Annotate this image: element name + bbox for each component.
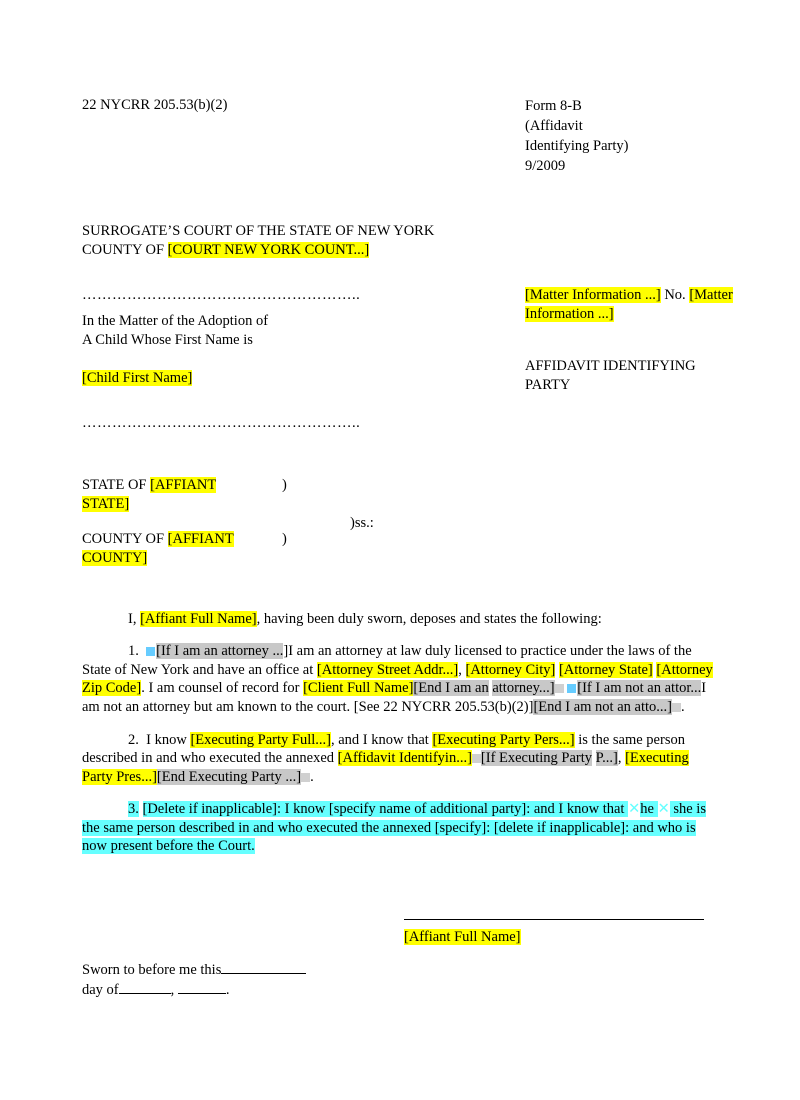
paragraph-1 — [82, 642, 718, 716]
signature-area — [82, 918, 718, 1028]
matter-index-line — [525, 286, 785, 325]
paragraph-2-text-3: is the same person described in and who executed the annexed — [82, 731, 685, 767]
attorney-state-field[interactable]: [Attorney State] — [558, 661, 653, 678]
signature-affiant-name-field[interactable]: [Affiant Full Name] — [404, 928, 521, 945]
end-if-attorney-field-1[interactable]: [End I am an — [413, 680, 489, 697]
jurat-comma: , — [170, 981, 178, 998]
document-header — [82, 96, 718, 176]
paragraph-1-number: 1. — [128, 643, 139, 660]
form-line-2: (Affidavit — [525, 118, 583, 134]
x-glyph-icon-2: ✕ — [657, 801, 670, 818]
form-identifier-block — [525, 96, 629, 176]
end-condition-marker-icon-2 — [672, 703, 681, 712]
paragraph-2-period: . — [310, 768, 314, 785]
intro-i-label: I, — [128, 610, 141, 627]
condition-marker-icon-2 — [567, 684, 576, 693]
court-county-line — [82, 241, 718, 260]
executing-party-present-field[interactable]: [Executing Party Pres...] — [82, 750, 689, 785]
paragraph-1-text-3: . I am counsel of record for — [141, 680, 304, 697]
court-name-line: SURROGATE’S COURT OF THE STATE OF NEW YORK — [82, 223, 435, 239]
condition-marker-icon — [146, 647, 155, 656]
jurat-period: . — [225, 981, 230, 998]
caption-left — [82, 286, 462, 433]
affidavit-title-line-1: AFFIDAVIT IDENTIFYING — [525, 357, 696, 374]
affidavit-title-line-2: PARTY — [525, 377, 571, 394]
court-county-field[interactable]: [COURT NEW YORK COUNT...] — [167, 241, 370, 258]
paragraph-3-text-2[interactable]: he — [640, 801, 658, 818]
venue-block — [82, 476, 718, 567]
affiant-county-field-line2[interactable]: COUNTY] — [82, 549, 148, 566]
citation-text: 22 NYCRR 205.53(b)(2) — [82, 97, 228, 113]
condition-marker-icon-3 — [472, 754, 481, 763]
jurat-date-blank[interactable] — [221, 960, 306, 974]
caption-line-1: In the Matter of the Adoption of — [82, 313, 269, 330]
x-glyph-icon-1: ✕ — [628, 801, 641, 818]
end-if-attorney-field-2[interactable]: attorney...] — [492, 680, 555, 697]
executing-party-full-name-field[interactable]: [Executing Party Full...] — [190, 731, 331, 748]
client-full-name-field[interactable]: [Client Full Name] — [303, 680, 414, 697]
cond-if-attorney-field[interactable]: [If I am an attorney ... — [156, 643, 284, 660]
venue-paren-1: ) — [282, 477, 287, 494]
paragraph-1-text-4: I am not an attorney but am known to the court. [See 22 NYCRR 205.53(b)(2)] — [82, 680, 707, 715]
paragraph-1-comma: , — [458, 661, 466, 678]
venue-county-line — [82, 530, 718, 549]
paragraph-3-text-1[interactable]: [Delete if inapplicable]: I know [specify name of additional party]: and I know that — [142, 801, 629, 818]
matter-no-label: No. — [660, 286, 690, 303]
cond-if-executing-party-field-1[interactable]: [If Executing Party — [480, 750, 593, 767]
caption-line-2: A Child Whose First Name is — [82, 331, 253, 348]
end-condition-marker-icon — [555, 684, 564, 693]
affiant-county-field-line1[interactable]: [AFFIANT — [167, 531, 234, 548]
caption-dots-top: ……………………………………………….. — [82, 286, 361, 303]
jurat-line-2 — [82, 980, 306, 1000]
venue-paren-2: ) — [282, 531, 287, 548]
signature-line — [404, 918, 704, 920]
affiant-state-field-line2[interactable]: STATE] — [82, 496, 130, 513]
attorney-city-field[interactable]: [Attorney City] — [465, 661, 556, 678]
end-executing-party-field[interactable]: [End Executing Party ...] — [156, 768, 302, 785]
caption-dots-bottom: ……………………………………………….. — [82, 414, 361, 431]
attorney-zip-field[interactable]: [Attorney Zip Code] — [82, 661, 713, 697]
cond-if-executing-party-field-2[interactable]: P...] — [595, 750, 618, 767]
venue-county-label: COUNTY OF — [82, 531, 168, 548]
venue-state-line — [82, 476, 718, 495]
document-body — [82, 96, 733, 1028]
venue-state-line2 — [82, 495, 718, 514]
signature-affiant-name — [404, 928, 521, 947]
paragraph-2-text-2: , and I know that — [330, 731, 433, 748]
paragraph-1-period: . — [680, 698, 685, 715]
paragraph-2-number: 2. — [128, 731, 139, 748]
court-county-label: COUNTY OF — [82, 241, 168, 258]
caption-section — [82, 286, 733, 433]
paragraph-2: 2. I know [Executing Party Full...], and I know that [Executing Party Pers...] is the same person described in and who executed the annexed [Affidavit Identifyin...] [If Executing Party P...], [Executing Party Pres...][End Executing Party ...] . — [82, 731, 689, 785]
matter-index-field[interactable]: [Matter Information ...] — [525, 286, 661, 303]
form-line-4: 9/2009 — [525, 158, 566, 174]
venue-ss: )ss.: — [350, 515, 374, 532]
paragraph-3 — [82, 800, 718, 856]
form-line-3: Identifying Party) — [525, 138, 629, 154]
jurat-line-1-text: Sworn to before me this — [82, 961, 222, 978]
executing-party-personal-field[interactable]: [Executing Party Pers...] — [432, 731, 575, 748]
court-heading — [82, 222, 718, 260]
affiant-state-field-line1[interactable]: [AFFIANT — [150, 477, 217, 494]
matter-number-field[interactable]: [Matter Information ...] — [525, 286, 733, 323]
jurat-month-blank[interactable] — [119, 980, 171, 994]
child-first-name-field[interactable]: [Child First Name] — [82, 370, 193, 387]
affiant-full-name-field[interactable]: [Affiant Full Name] — [140, 610, 257, 627]
attorney-street-address-field[interactable]: [Attorney Street Addr...] — [316, 661, 459, 678]
intro-paragraph — [82, 610, 718, 629]
venue-county-line2 — [82, 549, 718, 568]
cond-if-attorney-close: ] — [283, 643, 289, 660]
affidavit-identifying-field[interactable]: [Affidavit Identifyin...] — [337, 750, 472, 767]
form-line-1: Form 8-B — [525, 98, 582, 114]
jurat-year-blank[interactable] — [178, 980, 226, 994]
end-condition-marker-icon-3 — [301, 773, 310, 782]
cond-if-not-attorney-field[interactable]: [If I am not an attor... — [577, 680, 702, 697]
jurat-line-2-text: day of — [82, 981, 119, 998]
paragraph-3-text-3[interactable]: she is the same person described in and who executed the annexed [specify]: [delete if inapplicable]: and who is now present before the Court. — [82, 801, 706, 855]
paragraph-1-text-1: I am an attorney at law duly licensed to practice under the laws of the State of New York and have an office at — [82, 643, 692, 678]
paragraph-2-text-1: I know — [146, 731, 191, 748]
end-if-not-attorney-field[interactable]: [End I am not an atto...] — [533, 698, 672, 715]
jurat-line-1 — [82, 960, 306, 980]
jurat-block — [82, 960, 306, 1000]
paragraph-3-number: 3. — [128, 801, 139, 818]
intro-rest: , having been duly sworn, deposes and states the following: — [256, 610, 602, 627]
venue-state-label: STATE OF — [82, 477, 151, 494]
matter-column — [525, 286, 785, 396]
